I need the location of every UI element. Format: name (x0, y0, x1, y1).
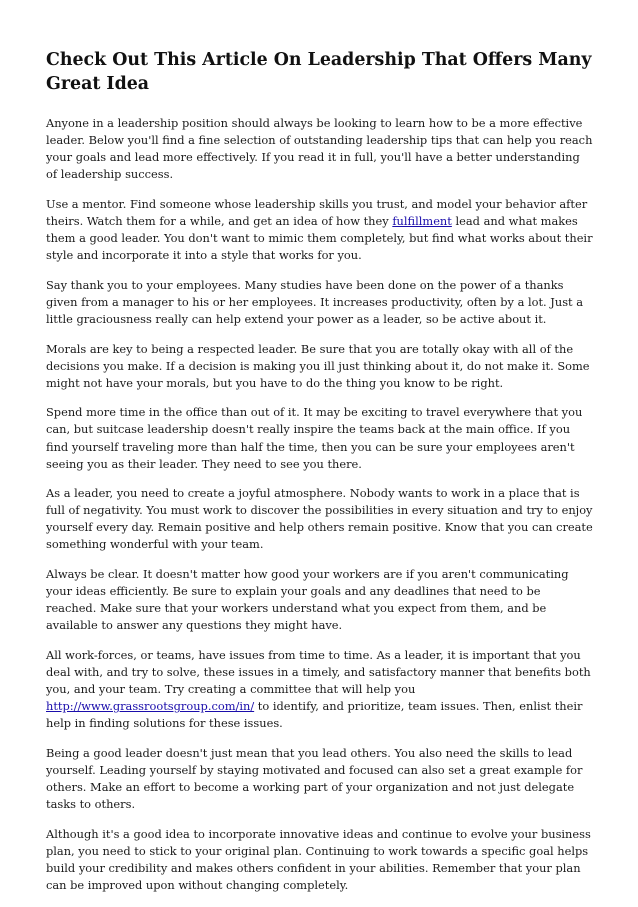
paragraph-morals: Morals are key to being a respected leader. Be sure that you are totally okay with all of the decisions you make. If a decision is making you ill just thinking about it, do not make it. Some might not have your morals, but you have to do the thing you know to be right. (46, 341, 590, 390)
paragraph-team-issues (46, 647, 594, 732)
document-page (46, 48, 594, 907)
fulfillment-link[interactable]: fulfillment (392, 213, 452, 228)
article-title: Check Out This Article On Leadership That Offers Many Great Idea (46, 50, 592, 94)
paragraph-mentor-text-end: lead and what makes them a good leader. You don't want to mimic them completely, but find what works about their style and incorporate it into a style that works for you. (46, 213, 593, 263)
paragraph-office-time: Spend more time in the office than out of it. It may be exciting to travel everywhere that you can, but suitcase leadership doesn't really inspire the teams back at the main office. If you find yourself traveling more than half the time, then you can be sure your employees aren't seeing you as their leader. They need to see you there. (46, 405, 583, 471)
paragraph-original-plan: Although it's a good idea to incorporate innovative ideas and continue to evolve your business plan, you need to stick to your original plan. Continuing to work towards a specific goal helps build your credibility and makes others confident in your abilities. Remember that your plan can be improved upon without changing completely. (46, 826, 591, 893)
paragraph-thank-you: Say thank you to your employees. Many studies have been done on the power of a thanks given from a manager to his or her employees. It increases productivity, often by a lot. Just a little graciousness really can help extend your power as a leader, so be active about it. (46, 277, 584, 326)
paragraph-intro: Anyone in a leadership position should always be looking to learn how to be a more effective leader. Below you'll find a fine selection of outstanding leadership tips that can help you reach your goals and lead more effectively. If you read it in full, you'll have a better understanding of leadership success. (46, 116, 593, 182)
paragraph-be-clear: Always be clear. It doesn't matter how good your workers are if you aren't communicating your ideas efficiently. Be sure to explain your goals and any deadlines that need to be reached. Make sure that your workers understand what you expect from them, and be available to answer any questions they might have. (46, 567, 569, 633)
paragraph-mentor-text-start: Use a mentor. Find someone whose leadership skills you trust, and model your behavior after theirs. Watch them for a while, and get an idea of how they (46, 196, 588, 228)
paragraph-team-issues-text-end: to identify, and prioritize, team issues. Then, enlist their help in finding solutions for these issues. (46, 699, 583, 731)
grassroots-group-link[interactable]: http://www.grassrootsgroup.com/in/ (46, 699, 255, 714)
paragraph-team-issues-text-start: All work-forces, or teams, have issues from time to time. As a leader, it is important that you deal with, and try to solve, these issues in a timely, and satisfactory manner that benefits both you, and your team. Try creating a committee that will help you (46, 647, 591, 697)
paragraph-joyful-atmosphere: As a leader, you need to create a joyful atmosphere. Nobody wants to work in a place that is full of negativity. You must work to discover the possibilities in every situation and try to enjoy yourself every day. Remain positive and help others remain positive. Know that you can create something wonderful with your team. (46, 486, 593, 552)
paragraph-lead-yourself: Being a good leader doesn't just mean that you lead others. You also need the skills to lead yourself. Leading yourself by staying motivated and focused can also set a great example for others. Make an effort to become a working part of your organization and not just delegate tasks to others. (46, 745, 583, 812)
paragraph-mentor (46, 196, 594, 264)
